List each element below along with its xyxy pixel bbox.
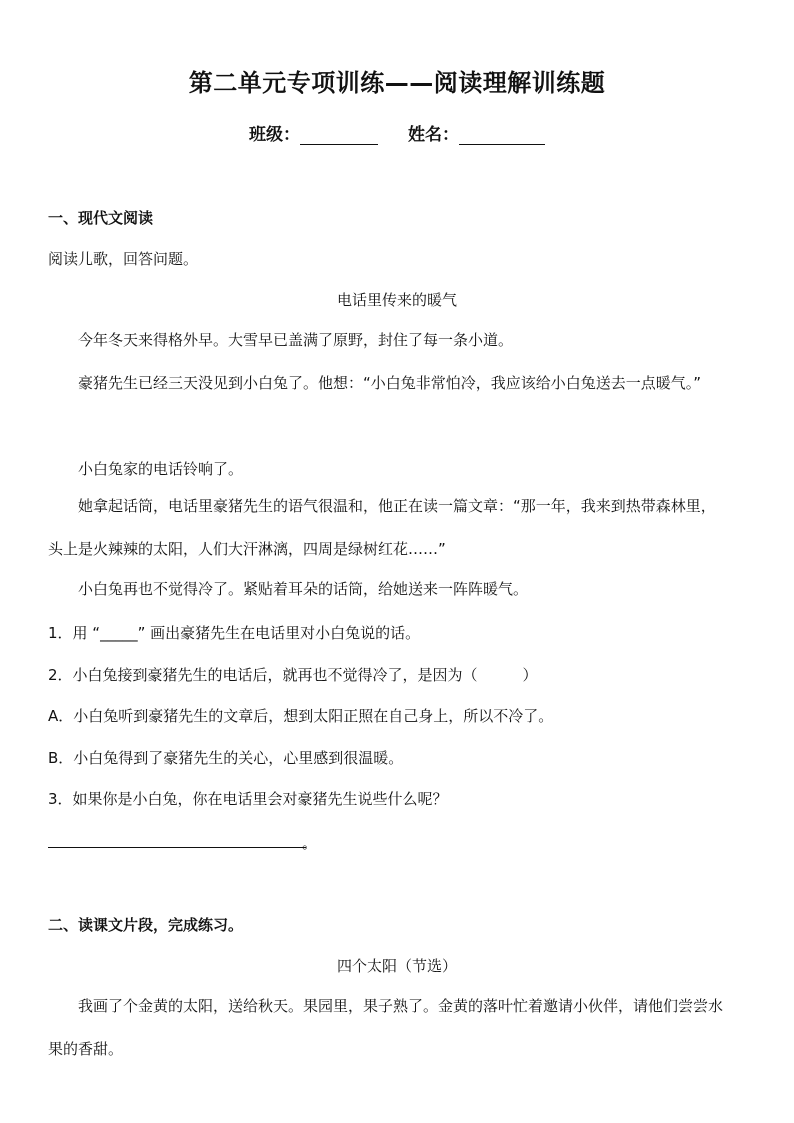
- answer-period: 。: [302, 834, 318, 852]
- story1-paragraph-5: 小白兔再也不觉得冷了。紧贴着耳朵的话筒，给她送来一阵阵暖气。: [78, 580, 529, 598]
- page-title: 第二单元专项训练——阅读理解训练题: [188, 69, 606, 97]
- story1-title: 电话里传来的暖气: [336, 291, 457, 309]
- section1-instruction: 阅读儿歌，回答问题。: [48, 250, 199, 268]
- class-label: 班级：: [249, 125, 300, 145]
- story1-paragraph-3: 小白兔家的电话铃响了。: [78, 460, 244, 478]
- question-3-answer-line[interactable]: [48, 847, 306, 848]
- story2-title: 四个太阳（节选）: [336, 957, 457, 975]
- question-2: 2．小白兔接到豪猪先生的电话后，就再也不觉得冷了，是因为（ ）: [48, 666, 538, 684]
- name-blank-field[interactable]: [459, 126, 545, 145]
- story2-paragraph-1: 我画了个金黄的太阳，送给秋天。果园里，果子熟了。金黄的落叶忙着邀请小伙伴，请他们尝尝水果的香甜。: [48, 997, 724, 1058]
- story1-paragraph-2: 豪猪先生已经三天没见到小白兔了。他想：“小白兔非常怕冷，我应该给小白兔送去一点暖气。”: [78, 374, 702, 392]
- story1-paragraph-1: 今年冬天来得格外早。大雪早已盖满了原野，封住了每一条小道。: [78, 331, 514, 349]
- question-2-option-b: B．小白兔得到了豪猪先生的关心，心里感到很温暖。: [48, 749, 404, 767]
- question-2-option-a: A．小白兔听到豪猪先生的文章后，想到太阳正照在自己身上，所以不冷了。: [48, 707, 554, 725]
- question-3: 3．如果你是小白兔，你在电话里会对豪猪先生说些什么呢？: [48, 790, 448, 808]
- student-info-row: [0, 120, 794, 145]
- question-1: 1．用 “_____” 画出豪猪先生在电话里对小白兔说的话。: [48, 624, 421, 642]
- section2-heading: 二、读课文片段，完成练习。: [48, 916, 244, 934]
- name-label: 姓名：: [408, 125, 459, 145]
- story1-paragraph-4: 她拿起话筒，电话里豪猪先生的语气很温和，他正在读一篇文章：“那一年，我来到热带森林里，头上是火辣辣的太阳，人们大汗淋漓，四周是绿树红花……”: [48, 497, 716, 558]
- class-blank-field[interactable]: [300, 126, 378, 145]
- section1-heading: 一、现代文阅读: [48, 209, 154, 227]
